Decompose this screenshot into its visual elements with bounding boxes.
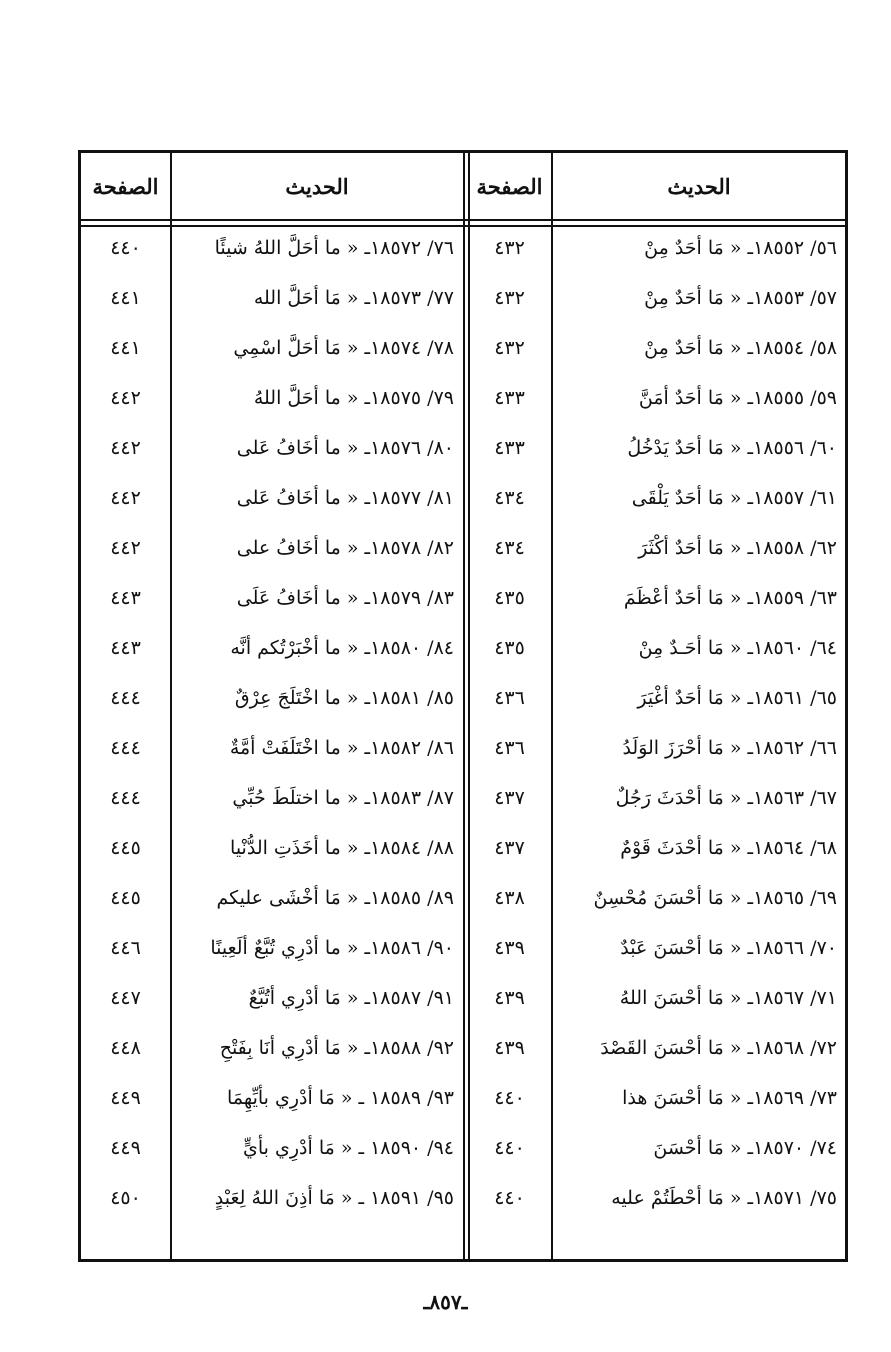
left-page-cell: ٤٤٩ — [110, 1137, 141, 1159]
left-page-cell: ٤٤٣ — [110, 587, 141, 609]
right-hadith-cell: ٧٠/ ١٨٥٦٦ـ « مَا أحْسَنَ عَبْدٌ — [620, 937, 837, 959]
left-page-cell: ٤٤٧ — [110, 987, 141, 1009]
left-page-cell: ٤٤٥ — [110, 887, 141, 909]
left-page-cell: ٤٤٢ — [110, 387, 141, 409]
left-page-cell: ٤٤٢ — [110, 487, 141, 509]
right-hadith-cell: ٧١/ ١٨٥٦٧ـ « مَا أحْسَنَ اللهُ — [619, 987, 837, 1009]
left-page-cell: ٤٤٨ — [110, 1037, 141, 1059]
right-page-cell: ٤٣٢ — [494, 287, 525, 309]
right-page-cell: ٤٣٢ — [494, 337, 525, 359]
left-hadith-cell: ٨٣/ ١٨٥٧٩ـ « ما أخَافُ عَلَى — [236, 587, 454, 609]
right-hadith-cell: ٦٥/ ١٨٥٦١ـ « مَا أحَدٌ أغْيَرَ — [637, 687, 837, 709]
left-page-cell: ٤٥٠ — [110, 1187, 141, 1209]
right-page-cell: ٤٤٠ — [494, 1087, 525, 1109]
right-page-cell: ٤٣٦ — [494, 737, 525, 759]
right-page-cell: ٤٣٧ — [494, 787, 525, 809]
left-page-cell: ٤٤٦ — [110, 937, 141, 959]
right-hadith-cell: ٥٨/ ١٨٥٥٤ـ « مَا أحَدٌ مِنْ — [644, 337, 837, 359]
right-hadith-cell: ٧٤/ ١٨٥٧٠ـ « مَا أحْسَنَ — [653, 1137, 837, 1159]
right-hadith-cell: ٦٤/ ١٨٥٦٠ـ « مَا أحَـدٌ مِنْ — [638, 637, 837, 659]
right-hadith-cell: ٦٩/ ١٨٥٦٥ـ « مَا أحْسَنَ مُحْسِنٌ — [593, 887, 837, 909]
left-hadith-cell: ٩٣/ ١٨٥٨٩ ـ « مَا أدْرِي بأيِّهِمَا — [227, 1087, 454, 1109]
left-hadith-cell: ٩٢/ ١٨٥٨٨ـ « مَا أدْرِي أنَا بِفَتْحِ — [219, 1037, 454, 1059]
left-page-cell: ٤٤٠ — [110, 237, 141, 259]
right-hadith-cell: ٦٨/ ١٨٥٦٤ـ « مَا أحْدَثَ قَوْمٌ — [620, 837, 837, 859]
right-page-cell: ٤٣٩ — [494, 987, 525, 1009]
right-page-cell: ٤٣٦ — [494, 687, 525, 709]
left-hadith-cell: ٩١/ ١٨٥٨٧ـ « مَا أدْرِي أتُبَّعٌ — [248, 987, 454, 1009]
left-hadith-cell: ٨٦/ ١٨٥٨٢ـ « ما اخْتَلَفَتْ أمَّةٌ — [229, 737, 454, 759]
right-page-cell: ٤٣٥ — [494, 637, 525, 659]
right-page-cell: ٤٣٨ — [494, 887, 525, 909]
left-hadith-cell: ٩٠/ ١٨٥٨٦ـ « ما أدْرِي تُبَّعٌ ألَعِينًا — [210, 937, 454, 959]
right-hadith-cell: ٧٥/ ١٨٥٧١ـ « مَا أحْطَتُمْ عليه — [611, 1187, 837, 1209]
left-page-cell: ٤٤١ — [110, 287, 141, 309]
header-right-hadith: الحديث — [667, 173, 731, 199]
right-page-cell: ٤٤٠ — [494, 1187, 525, 1209]
left-hadith-cell: ٨٥/ ١٨٥٨١ـ « ما اخْتَلَجَ عِرْقٌ — [234, 687, 454, 709]
right-hadith-cell: ٥٦/ ١٨٥٥٢ـ « مَا أحَدٌ مِنْ — [644, 237, 837, 259]
left-hadith-cell: ٩٤/ ١٨٥٩٠ ـ « مَا أدْرِي بأيٍّ — [243, 1137, 454, 1159]
right-page-cell: ٤٣٧ — [494, 837, 525, 859]
left-hadith-cell: ٨١/ ١٨٥٧٧ـ « ما أخَافُ عَلى — [236, 487, 454, 509]
right-page-cell: ٤٣٩ — [494, 1037, 525, 1059]
header-left-hadith: الحديث — [285, 173, 349, 199]
left-page-cell: ٤٤٢ — [110, 437, 141, 459]
index-table — [78, 150, 848, 1262]
left-hadith-cell: ٨٨/ ١٨٥٨٤ـ « ما أخَذَتِ الدُّنْيا — [230, 837, 454, 859]
right-hadith-cell: ٦٦/ ١٨٥٦٢ـ « مَا أحْرَزَ الوَلَدُ — [622, 737, 837, 759]
right-hadith-cell: ٧٢/ ١٨٥٦٨ـ « مَا أحْسَنَ القَصْدَ — [600, 1037, 837, 1059]
right-hadith-cell: ٦٠/ ١٨٥٥٦ـ « مَا أحَدٌ يَدْخُلُ — [627, 437, 837, 459]
left-hadith-cell: ٩٥/ ١٨٥٩١ ـ « مَا أذِنَ اللهُ لِعَبْدٍ — [214, 1187, 454, 1209]
right-hadith-cell: ٦٧/ ١٨٥٦٣ـ « مَا أحْدَثَ رَجُلٌ — [615, 787, 837, 809]
left-hadith-cell: ٨٢/ ١٨٥٧٨ـ « ما أخَافُ على — [236, 537, 454, 559]
header-left-page: الصفحة — [92, 173, 159, 199]
left-page-cell: ٤٤٤ — [110, 737, 141, 759]
right-page-cell: ٤٣٣ — [494, 387, 525, 409]
left-hadith-cell: ٧٧/ ١٨٥٧٣ـ « مَا أحَلَّ الله — [253, 287, 454, 309]
right-hadith-cell: ٦٢/ ١٨٥٥٨ـ « مَا أحَدٌ أكْثَرَ — [638, 537, 837, 559]
right-page-cell: ٤٣٣ — [494, 437, 525, 459]
left-hadith-cell: ٨٠/ ١٨٥٧٦ـ « ما أخَافُ عَلى — [236, 437, 454, 459]
left-page-cell: ٤٤٥ — [110, 837, 141, 859]
right-hadith-cell: ٦٣/ ١٨٥٥٩ـ « مَا أحَدٌ أعْظَمَ — [623, 587, 837, 609]
right-page-cell: ٤٤٠ — [494, 1137, 525, 1159]
header-right-page: الصفحة — [476, 173, 543, 199]
right-hadith-cell: ٦١/ ١٨٥٥٧ـ « مَا أحَدٌ يَلْقَى — [631, 487, 837, 509]
page-number: ـ٨٥٧ـ — [423, 1290, 468, 1314]
right-hadith-cell: ٥٩/ ١٨٥٥٥ـ « مَا أحَدٌ أمَنَّ — [638, 387, 837, 409]
right-page-cell: ٤٣٩ — [494, 937, 525, 959]
left-hadith-cell: ٨٤/ ١٨٥٨٠ـ « ما أخْبَرْتُكم أنَّه — [230, 637, 454, 659]
right-page-cell: ٤٣٤ — [494, 487, 525, 509]
right-hadith-cell: ٥٧/ ١٨٥٥٣ـ « مَا أحَدٌ مِنْ — [644, 287, 837, 309]
left-page-cell: ٤٤٤ — [110, 787, 141, 809]
left-page-cell: ٤٤١ — [110, 337, 141, 359]
left-hadith-cell: ٧٨/ ١٨٥٧٤ـ « مَا أحَلَّ اسْمِي — [233, 337, 454, 359]
left-hadith-cell: ٨٧/ ١٨٥٨٣ـ « ما اختلَطَ حُبِّي — [232, 787, 454, 809]
left-hadith-cell: ٧٩/ ١٨٥٧٥ـ « ما أحَلَّ اللهُ — [253, 387, 454, 409]
left-hadith-cell: ٨٩/ ١٨٥٨٥ـ « مَا أخْشَى عليكم — [216, 887, 454, 909]
left-page-cell: ٤٤٢ — [110, 537, 141, 559]
right-hadith-cell: ٧٣/ ١٨٥٦٩ـ « مَا أحْسَنَ هذا — [622, 1087, 837, 1109]
left-hadith-cell: ٧٦/ ١٨٥٧٢ـ « ما أحَلَّ اللهُ شيئًا — [214, 237, 454, 259]
right-page-cell: ٤٣٤ — [494, 537, 525, 559]
header-divider — [81, 219, 845, 227]
right-page-cell: ٤٣٥ — [494, 587, 525, 609]
left-page-cell: ٤٤٤ — [110, 687, 141, 709]
left-page-cell: ٤٤٩ — [110, 1087, 141, 1109]
left-page-cell: ٤٤٣ — [110, 637, 141, 659]
right-page-cell: ٤٣٢ — [494, 237, 525, 259]
